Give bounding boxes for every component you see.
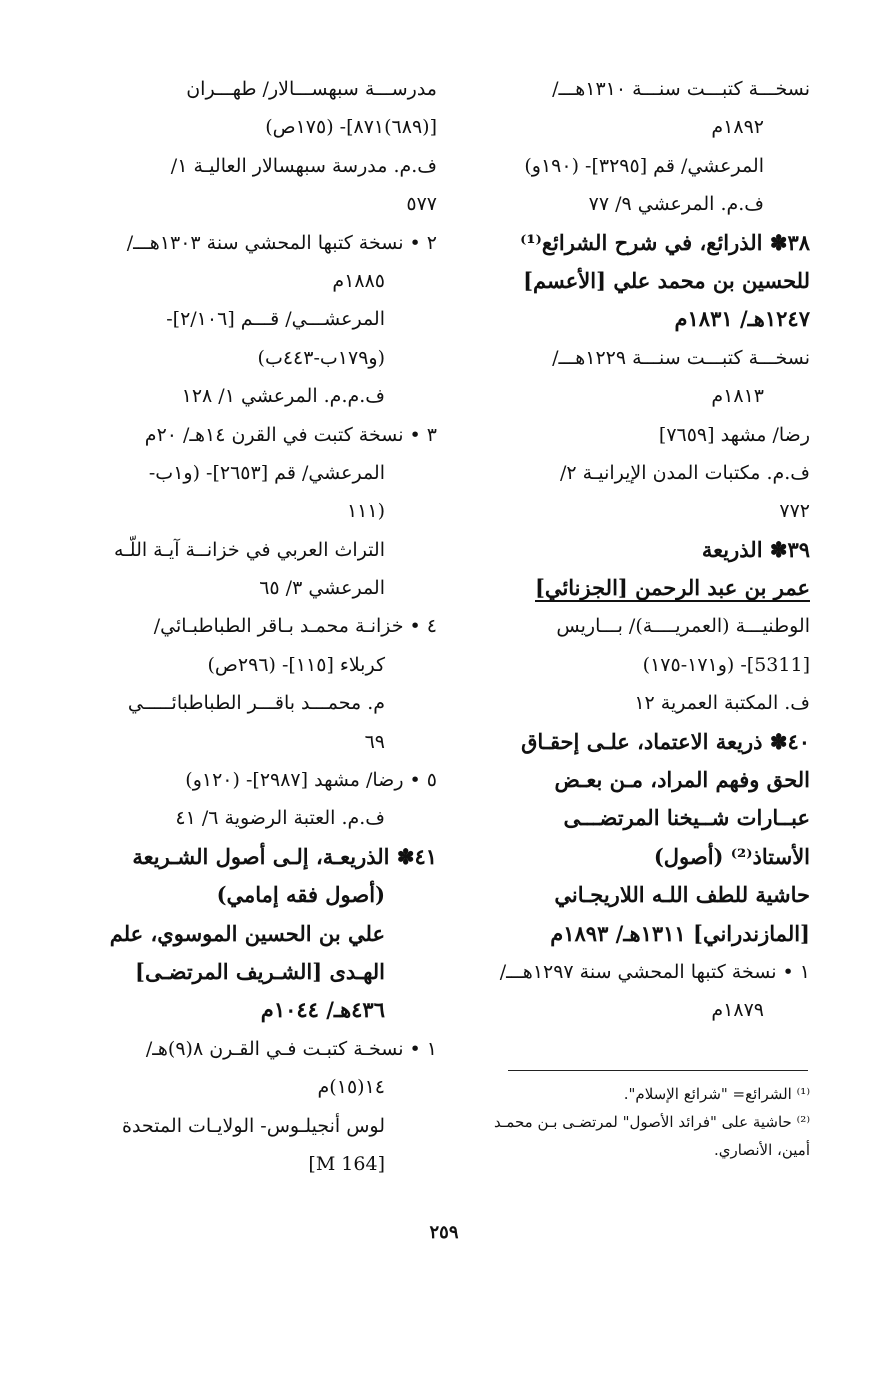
left-column-line: المرعشي/ قم [٢٦٥٣]- (و١ب- xyxy=(148,461,385,484)
left-column-line: م. محمـــد باقـــر الطباطبائـــــي xyxy=(127,692,385,715)
left-column-line: لوس أنجيلـوس- الولايـات المتحدة xyxy=(122,1114,385,1137)
left-column-line: المرعشـــي/ قـــم [٢/١٠٦]- xyxy=(166,308,385,331)
right-column-line: عمر بن عبد الرحمن [الجزنائي] xyxy=(535,575,810,601)
right-column-line: [5311]- (و١٧١-١٧٥) xyxy=(642,653,810,676)
left-column-line: ٢ • نسخة كتبها المحشي سنة ١٣٠٣هـــ/ xyxy=(126,231,437,254)
left-column-line: [M 164] xyxy=(308,1152,385,1175)
left-column-line: الهـدى [الشـريف المرتضـى] xyxy=(135,958,385,984)
left-column-line: ف.م. العتبة الرضوية ٦/ ٤١ xyxy=(175,807,385,830)
left-column-line: ٣ • نسخة كتبت في القرن ١٤هـ/ ٢٠م xyxy=(144,423,437,446)
left-column-line: التراث العربي في خزانــة آيـة اللّـه xyxy=(114,538,385,561)
left-column-line: علي بن الحسين الموسوي، علم xyxy=(109,920,385,946)
right-column-line: ٧٧٢ xyxy=(779,500,810,523)
right-column-line: [المازندراني] ١٣١١هـ/ ١٨٩٣م xyxy=(550,920,810,946)
left-column-line: ١٤(١٥)م xyxy=(317,1076,385,1099)
page-number: ٢٥٩ xyxy=(429,1222,459,1243)
right-column-line: ف.م. المرعشي ٩/ ٧٧ xyxy=(588,193,764,216)
footnote-1: ⁽¹⁾ الشرائع= "شرائع الإسلام". xyxy=(623,1085,810,1103)
left-column-line: ٥٧٧ xyxy=(406,193,437,216)
right-column-line: للحسين بن محمد علي [الأعسم] xyxy=(523,267,810,293)
left-column-line: كربلاء [١١٥]- (٢٩٦ص) xyxy=(207,653,385,676)
right-column-line: ٣٩✽ الذريعة xyxy=(701,536,810,562)
right-column-line: ١٨١٣م xyxy=(711,385,764,408)
left-column-line: ٦٩ xyxy=(364,730,385,753)
right-column-line: الحق وفهم المراد، مـن بعـض xyxy=(554,767,810,793)
left-column-line: [(٦٨٩)٨٧١]- (١٧٥ص) xyxy=(265,116,437,139)
right-column-line: ٤٠✽ ذريعة الاعتماد، علـى إحقـاق xyxy=(521,728,810,754)
right-column-line: ف.م. مكتبات المدن الإيرانيـة ٢/ xyxy=(559,461,810,484)
footnote-divider xyxy=(508,1070,808,1071)
left-column-line: مدرســـة سبهســـالار/ طهـــران xyxy=(186,78,437,100)
right-column-line: ١٨٩٢م xyxy=(711,116,764,139)
right-column xyxy=(470,70,810,1030)
left-column-line: ٥ • رضا/ مشهد [٢٩٨٧]- (١٢٠و) xyxy=(185,769,437,792)
left-column-line: (أصول فقه إمامي) xyxy=(216,882,385,908)
left-column-line: ف.م.م. المرعشي ١/ ١٢٨ xyxy=(181,385,385,408)
right-column-line: الأستاذ⁽²⁾ (أصول) xyxy=(653,843,810,869)
footnotes xyxy=(480,1080,810,1164)
footnote-2: ⁽²⁾ حاشية على "فرائد الأصول" لمرتضـى بـن محمـد xyxy=(494,1113,810,1131)
left-column xyxy=(85,70,437,1183)
right-column-line: الوطنيـــة (العمريــــة)/ بـــاريس xyxy=(556,615,810,638)
right-column-line: نسخـــة كتبـــت سنـــة ١٢٢٩هـــ/ xyxy=(552,346,810,369)
left-column-line: ١٨٨٥م xyxy=(332,269,385,292)
right-column-line: المرعشي/ قم [٣٢٩٥]- (١٩٠و) xyxy=(524,154,764,177)
right-column-line: ١٢٤٧هـ/ ١٨٣١م xyxy=(674,306,810,332)
right-column-line: حاشية للطف اللـه اللاريجـاني xyxy=(554,882,810,908)
right-column-line: ١٨٧٩م xyxy=(711,999,764,1022)
right-column-line: عبــارات شــيخنا المرتضـــى xyxy=(563,805,810,831)
right-column-line: ١ • نسخة كتبها المحشي سنة ١٢٩٧هـــ/ xyxy=(499,960,810,983)
right-column-line: رضا/ مشهد [٧٦٥٩] xyxy=(658,423,810,446)
left-column-line: ٤ • خزانـة محمـد بـاقر الطباطبـائي/ xyxy=(153,615,437,638)
left-column-line: ١ • نسخـة كتبـت فـي القـرن ٨(٩)هـ/ xyxy=(145,1037,437,1060)
left-column-line: ٤٣٦هـ/ ١٠٤٤م xyxy=(260,997,385,1023)
left-column-line: المرعشي ٣/ ٦٥ xyxy=(259,577,385,600)
right-column-line: ٣٨✽ الذرائع، في شرح الشرائع⁽¹⁾ xyxy=(520,229,810,255)
left-column-line: (١١١ xyxy=(346,500,385,523)
left-column-line: ف.م. مدرسة سبهسالار العاليـة ١/ xyxy=(170,154,437,177)
right-column-line: ف. المكتبة العمرية ١٢ xyxy=(634,692,810,715)
left-column-line: ٤١✽ الذريعـة، إلـى أصول الشـريعة xyxy=(132,843,437,869)
right-column-line: نسخـــة كتبـــت سنـــة ١٣١٠هـــ/ xyxy=(552,78,810,100)
left-column-line: (و١٧٩ب-٤٤٣ب) xyxy=(257,346,385,369)
footnote-2-continued: أمين، الأنصاري. xyxy=(714,1141,810,1159)
